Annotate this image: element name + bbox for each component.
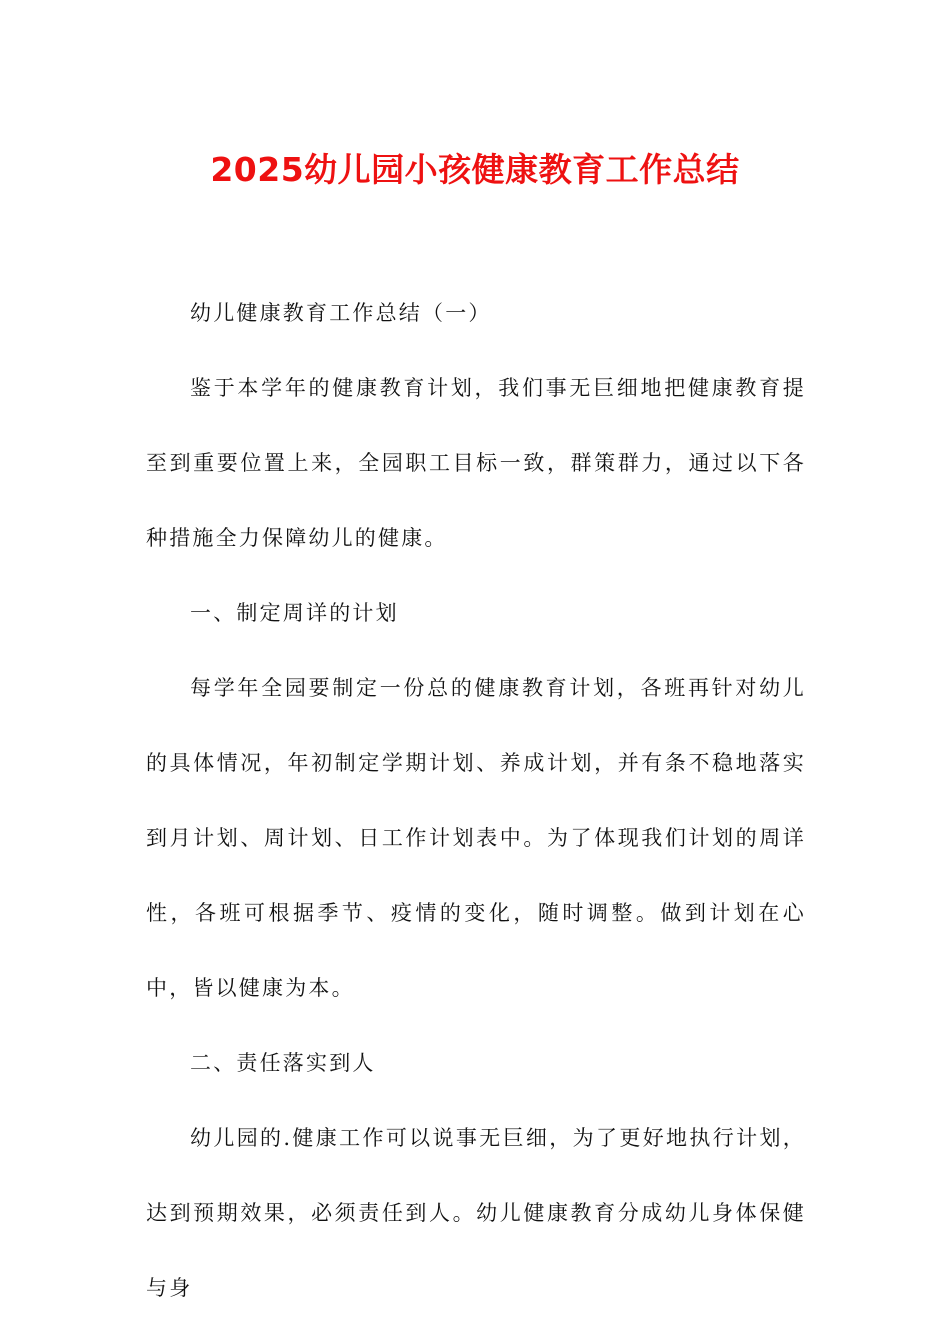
document-body [146,276,806,1326]
paragraph: 每学年全园要制定一份总的健康教育计划，各班再针对幼儿的具体情况，年初制定学期计划、养成计划，并有条不稳地落实到月计划、周计划、日工作计划表中。为了体现我们计划的周详性，各班可根据季节、疫情的变化，随时调整。做到计划在心中，皆以健康为本。 [146,676,806,1000]
section-heading: 二、责任落实到人 [190,1051,376,1075]
section-heading: 幼儿健康教育工作总结（一） [190,301,492,325]
paragraph: 幼儿园的.健康工作可以说事无巨细，为了更好地执行计划，达到预期效果，必须责任到人。幼儿健康教育分成幼儿身体保健与身 [146,1126,806,1300]
section-heading: 一、制定周详的计划 [190,601,399,625]
document-title: 2025幼儿园小孩健康教育工作总结 [210,150,740,189]
paragraph: 鉴于本学年的健康教育计划，我们事无巨细地把健康教育提至到重要位置上来，全园职工目标一致，群策群力，通过以下各种措施全力保障幼儿的健康。 [146,376,806,550]
